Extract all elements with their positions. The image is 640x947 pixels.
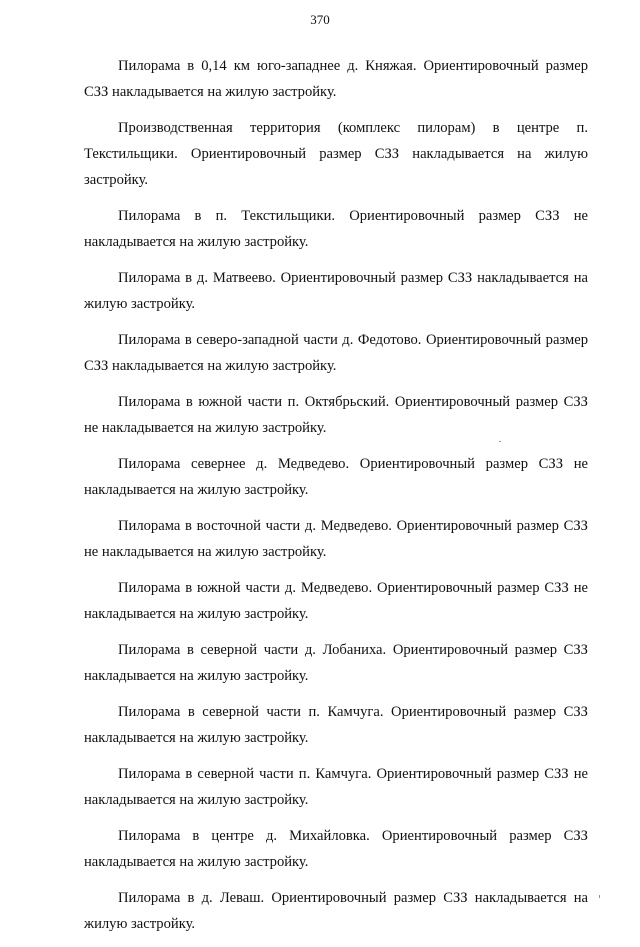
paragraph-7: Пилорама севернее д. Медведево. Ориентировочный размер СЗЗ не накладывается на жилую застройку. bbox=[84, 456, 588, 498]
paragraph-8: Пилорама в восточной части д. Медведево. Ориентировочный размер СЗЗ не накладывается на жилую застройку. bbox=[84, 518, 588, 560]
paragraph-3: Пилорама в п. Текстильщики. Ориентировочный размер СЗЗ не накладывается на жилую застройку. bbox=[84, 208, 588, 250]
paragraph-10: Пилорама в северной части д. Лобаниха. Ориентировочный размер СЗЗ накладывается на жилую застройку. bbox=[84, 642, 588, 684]
paragraph-5: Пилорама в северо-западной части д. Федотово. Ориентировочный размер СЗЗ накладывается на жилую застройку. bbox=[84, 332, 588, 374]
paragraph-11: Пилорама в северной части п. Камчуга. Ориентировочный размер СЗЗ накладывается на жилую застройку. bbox=[84, 704, 588, 746]
paragraph-1: Пилорама в 0,14 км юго-западнее д. Княжая. Ориентировочный размер СЗЗ накладывается на жилую застройку. bbox=[84, 58, 588, 100]
paragraph-9: Пилорама в южной части д. Медведево. Ориентировочный размер СЗЗ не накладывается на жилую застройку. bbox=[84, 580, 588, 622]
body-text bbox=[84, 53, 588, 947]
scan-speck bbox=[499, 441, 501, 442]
paragraph-13: Пилорама в центре д. Михайловка. Ориентировочный размер СЗЗ накладывается на жилую застройку. bbox=[84, 828, 588, 870]
scan-speck bbox=[599, 895, 600, 898]
paragraph-12: Пилорама в северной части п. Камчуга. Ориентировочный размер СЗЗ не накладывается на жилую застройку. bbox=[84, 766, 588, 808]
paragraph-4: Пилорама в д. Матвеево. Ориентировочный размер СЗЗ накладывается на жилую застройку. bbox=[84, 270, 588, 312]
paragraph-14: Пилорама в д. Леваш. Ориентировочный размер СЗЗ накладывается на жилую застройку. bbox=[84, 890, 588, 932]
paragraph-2: Производственная территория (комплекс пилорам) в центре п. Текстильщики. Ориентировочный размер СЗЗ накладывается на жилую застройку. bbox=[84, 120, 588, 188]
paragraph-6: Пилорама в южной части п. Октябрьский. Ориентировочный размер СЗЗ не накладывается на жилую застройку. bbox=[84, 394, 588, 436]
page-number: 370 bbox=[310, 12, 330, 27]
